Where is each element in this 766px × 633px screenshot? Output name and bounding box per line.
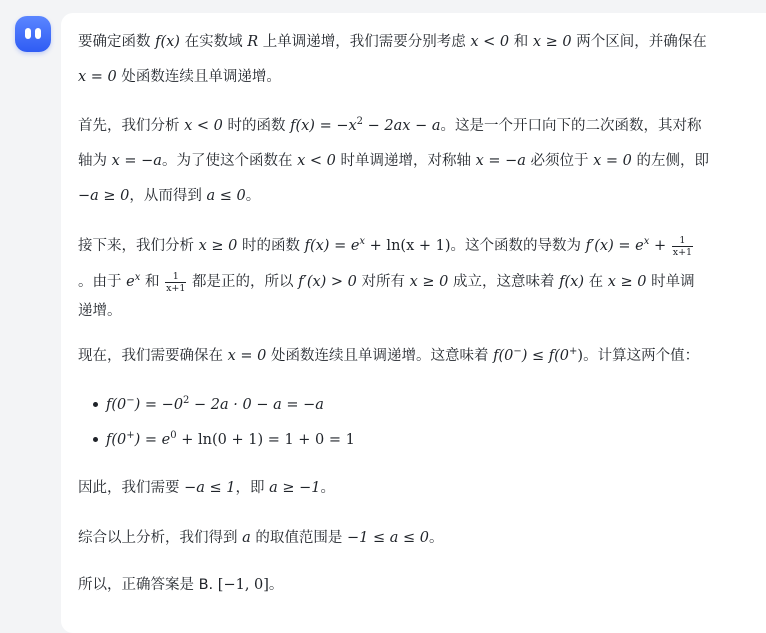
list-item-f-zero-plus: $f(0^+) = e^0 + \ln(0 + 1) = 1 + 0 = 1$ [106, 430, 355, 448]
paragraph-intro-line-2: x = 0 处函数连续且单调递增。 [78, 69, 281, 85]
fraction-one-over-x-plus-one: $\frac{1}{x+1}$ [166, 270, 186, 294]
list-item-f-zero-minus: $f(0^-) = -0^2 - 2a \cdot 0 - a = -a$ [106, 395, 324, 413]
assistant-avatar-icon [15, 16, 51, 52]
paragraph-first-line-2: 轴为 x = −a。为了使这个函数在 x < 0 时单调递增，对称轴 x = −a 必须位于 x = 0 的左侧，即 [78, 153, 710, 169]
paragraph-third-line-1: 现在，我们需要确保在 x = 0 处函数连续且单调递增。这意味着 f(0−) ≤ f(0+)。计算这两个值： [78, 346, 700, 364]
avatar-right-eye [35, 28, 41, 39]
paragraph-first-line-3: −a ≥ 0，从而得到 a ≤ 0。 [78, 188, 261, 204]
fraction-one-over-x-plus-one: $\frac{1}{x+1}$ [672, 234, 693, 258]
avatar-left-eye [25, 28, 31, 39]
paragraph-final-answer: 所以，正确答案是 B. [−1, 0]。 [78, 577, 284, 593]
paragraph-conclusion-2: 综合以上分析，我们得到 a 的取值范围是 −1 ≤ a ≤ 0。 [78, 530, 444, 546]
list-bullet [93, 402, 98, 407]
paragraph-intro-line-1: 要确定函数 f(x) 在实数域 R 上单调递增，我们需要分别考虑 x < 0 和 x ≥ 0 两个区间，并确保在 [78, 34, 707, 50]
paragraph-second-line-3: 递增。 [78, 303, 122, 319]
paragraph-second-line-2: 。由于 $e^x$ 和 $\frac{1}{x+1}$ 都是正的，所以 f′(x) > 0 对所有 x ≥ 0 成立，这意味着 f(x) 在 x ≥ 0 时单调 [78, 270, 695, 294]
list-bullet [93, 437, 98, 442]
paragraph-first-line-1: 首先，我们分析 x < 0 时的函数 $f(x) = -x^2 - 2ax - a$。这是一个开口向下的二次函数，其对称 [78, 116, 702, 134]
paragraph-second-line-1: 接下来，我们分析 x ≥ 0 时的函数 $f(x) = e^x + \ln(x + 1)$。这个函数的导数为 $f'(x) = e^x$ + $\frac{1}{x+1}$ [78, 234, 693, 258]
paragraph-conclusion-1: 因此，我们需要 −a ≤ 1，即 a ≥ −1。 [78, 480, 335, 496]
